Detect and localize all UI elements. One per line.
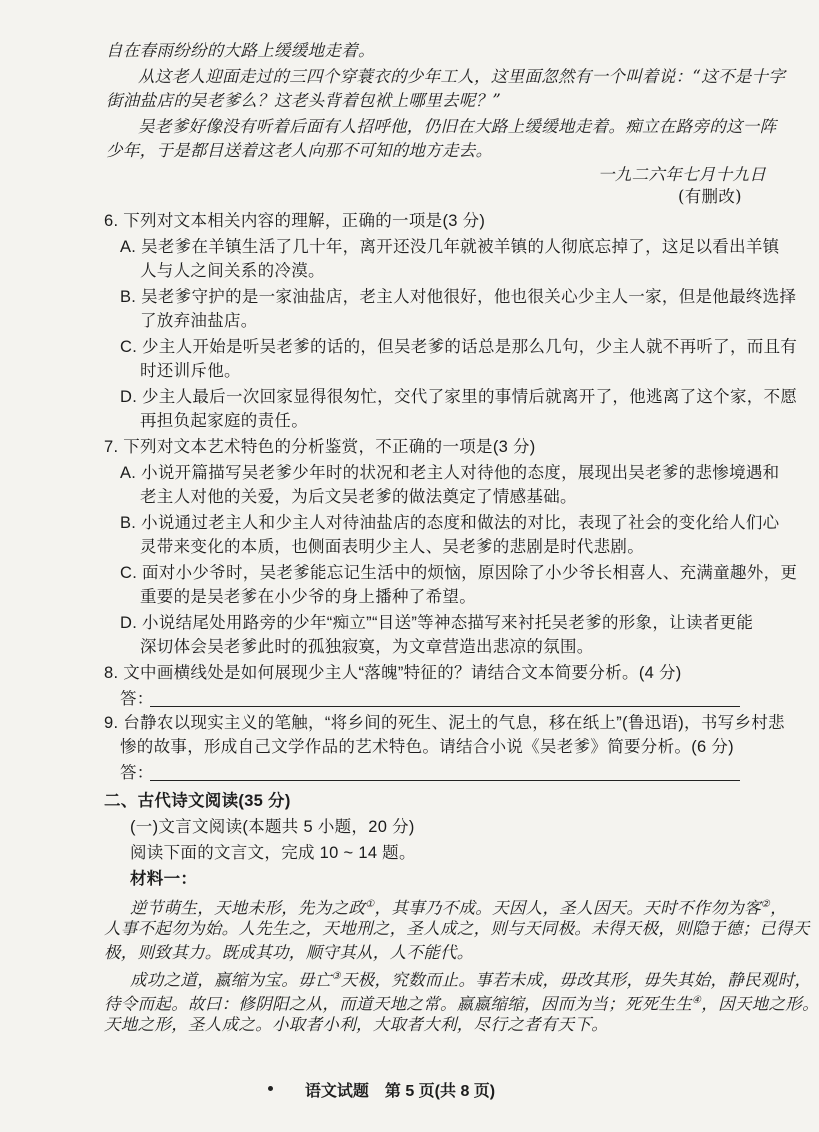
q6-option-b: B. 吴老爹守护的是一家油盐店，老主人对他很好，他也很关心少主人一家，但是他最终选择	[120, 288, 797, 306]
material-1-label: 材料一：	[130, 870, 198, 888]
material-text: 逆节萌生，天地未形，先为之政	[130, 898, 366, 918]
story-date: 一九二六年七月十九日	[598, 165, 766, 184]
footnote-marker: ②	[760, 899, 771, 910]
material-1-line: 极，则致其力。既成其功，顺守其从，人不能代。	[104, 943, 474, 962]
page-footer: 语文试题 第 5 页(共 8 页)	[304, 1083, 496, 1100]
q6-option-c: C. 少主人开始是听吴老爹的话的，但吴老爹的话总是那么几句，少主人就不再听了，而且有	[120, 338, 798, 356]
q7-option-a: A. 小说开篇描写吴老爹少年时的状况和老主人对待他的态度，展现出吴老爹的悲惨境遇和	[120, 464, 780, 482]
question-8-stem: 8. 文中画横线处是如何展现少主人“落魄”特征的？请结合文本简要分析。(4 分)	[104, 664, 682, 682]
q8-answer-label: 答：	[120, 690, 154, 708]
q7-option-d: D. 小说结尾处用路旁的少年“痴立”“目送”等神态描写来衬托吴老爹的形象，让读者更能	[120, 614, 754, 632]
q7-option-c: C. 面对小少爷时，吴老爹能忘记生活中的烦恼，原因除了小少爷长相喜人、充满童趣外，更	[120, 564, 798, 582]
material-1-line: 人事不起勿为始。人先生之，天地刑之，圣人成之，则与天同极。未得天极，则隐于德；已得天	[104, 919, 810, 938]
footnote-marker: ③	[331, 971, 341, 982]
q6-option-d: D. 少主人最后一次回家显得很匆忙，交代了家里的事情后就离开了，他逃离了这个家，不愿	[120, 388, 798, 406]
material-text: ，	[770, 898, 787, 918]
question-6-stem: 6. 下列对文本相关内容的理解，正确的一项是(3 分)	[104, 212, 486, 230]
material-1-line	[130, 894, 787, 920]
q8-answer-field[interactable]	[150, 706, 740, 707]
section-2-instruction: 阅读下面的文言文，完成 10 ~ 14 题。	[130, 844, 416, 862]
question-9-stem-cont: 惨的故事，形成自己文学作品的艺术特色。请结合小说《吴老爹》简要分析。(6 分)	[120, 738, 734, 756]
footnote-marker: ①	[365, 899, 375, 910]
material-text: 天极，究数而止。事若未成，毋改其形，毋失其始，静民观时，	[340, 970, 812, 990]
story-note: (有删改)	[678, 187, 742, 206]
q7-option-b: B. 小说通过老主人和少主人对待油盐店的态度和做法的对比，表现了社会的变化给人们心	[120, 514, 780, 532]
story-line: 少年，于是都目送着这老人向那不可知的地方走去。	[106, 141, 493, 160]
q6-option-d-cont: 再担负起家庭的责任。	[140, 412, 308, 430]
question-9-stem: 9. 台静农以现实主义的笔触，“将乡间的死生、泥土的气息，移在纸上”(鲁迅语)，书写乡村悲	[104, 714, 785, 732]
q7-option-c-cont: 重要的是吴老爹在小少爷的身上播种了希望。	[140, 588, 476, 606]
q7-option-a-cont: 老主人对他的关爱，为后文吴老爹的做法奠定了情感基础。	[140, 488, 577, 506]
material-1-line: 天地之形，圣人成之。小取者小利，大取者大利，尽行之者有天下。	[104, 1015, 608, 1034]
q6-option-b-cont: 了放弃油盐店。	[140, 312, 258, 330]
material-text: 成功之道，嬴缩为宝。毋亡	[130, 970, 332, 990]
q6-option-a: A. 吴老爹在羊镇生活了几十年，离开还没几年就被羊镇的人彻底忘掉了，这足以看出羊镇	[120, 238, 780, 256]
material-text: 待令而起。故曰：修阴阳之从，而道天地之常。嬴嬴缩缩，因而为当；死死生生	[104, 994, 692, 1014]
material-1-line	[104, 990, 819, 1016]
q9-answer-field[interactable]	[150, 780, 740, 781]
footnote-marker: ④	[692, 995, 702, 1006]
q6-option-a-cont: 人与人之间关系的冷漠。	[140, 262, 325, 280]
q6-option-c-cont: 时还训斥他。	[140, 362, 241, 380]
section-2-subtitle: (一)文言文阅读(本题共 5 小题，20 分)	[130, 818, 415, 836]
story-line: 街油盐店的吴老爹么？这老头背着包袱上哪里去呢？”	[106, 91, 502, 110]
section-2-title: 二、古代诗文阅读(35 分)	[104, 792, 291, 810]
material-text: ，因天地之形。	[701, 994, 819, 1014]
material-1-line	[130, 966, 811, 992]
q9-answer-label: 答：	[120, 764, 154, 782]
story-line: 自在春雨纷纷的大路上缓缓地走着。	[106, 41, 375, 60]
q7-option-b-cont: 灵带来变化的本质，也侧面表明少主人、吴老爹的悲剧是时代悲剧。	[140, 538, 644, 556]
story-line: 从这老人迎面走过的三四个穿蓑衣的少年工人，这里面忽然有一个叫着说：“这不是十字	[138, 67, 786, 86]
question-7-stem: 7. 下列对文本艺术特色的分析鉴赏，不正确的一项是(3 分)	[104, 438, 536, 456]
q7-option-d-cont: 深切体会吴老爹此时的孤独寂寞，为文章营造出悲凉的氛围。	[140, 638, 594, 656]
story-line: 吴老爹好像没有听着后面有人招呼他，仍旧在大路上缓缓地走着。痴立在路旁的这一阵	[138, 117, 777, 136]
material-text: ，其事乃不成。天因人，圣人因天。天时不作勿为客	[374, 898, 761, 918]
